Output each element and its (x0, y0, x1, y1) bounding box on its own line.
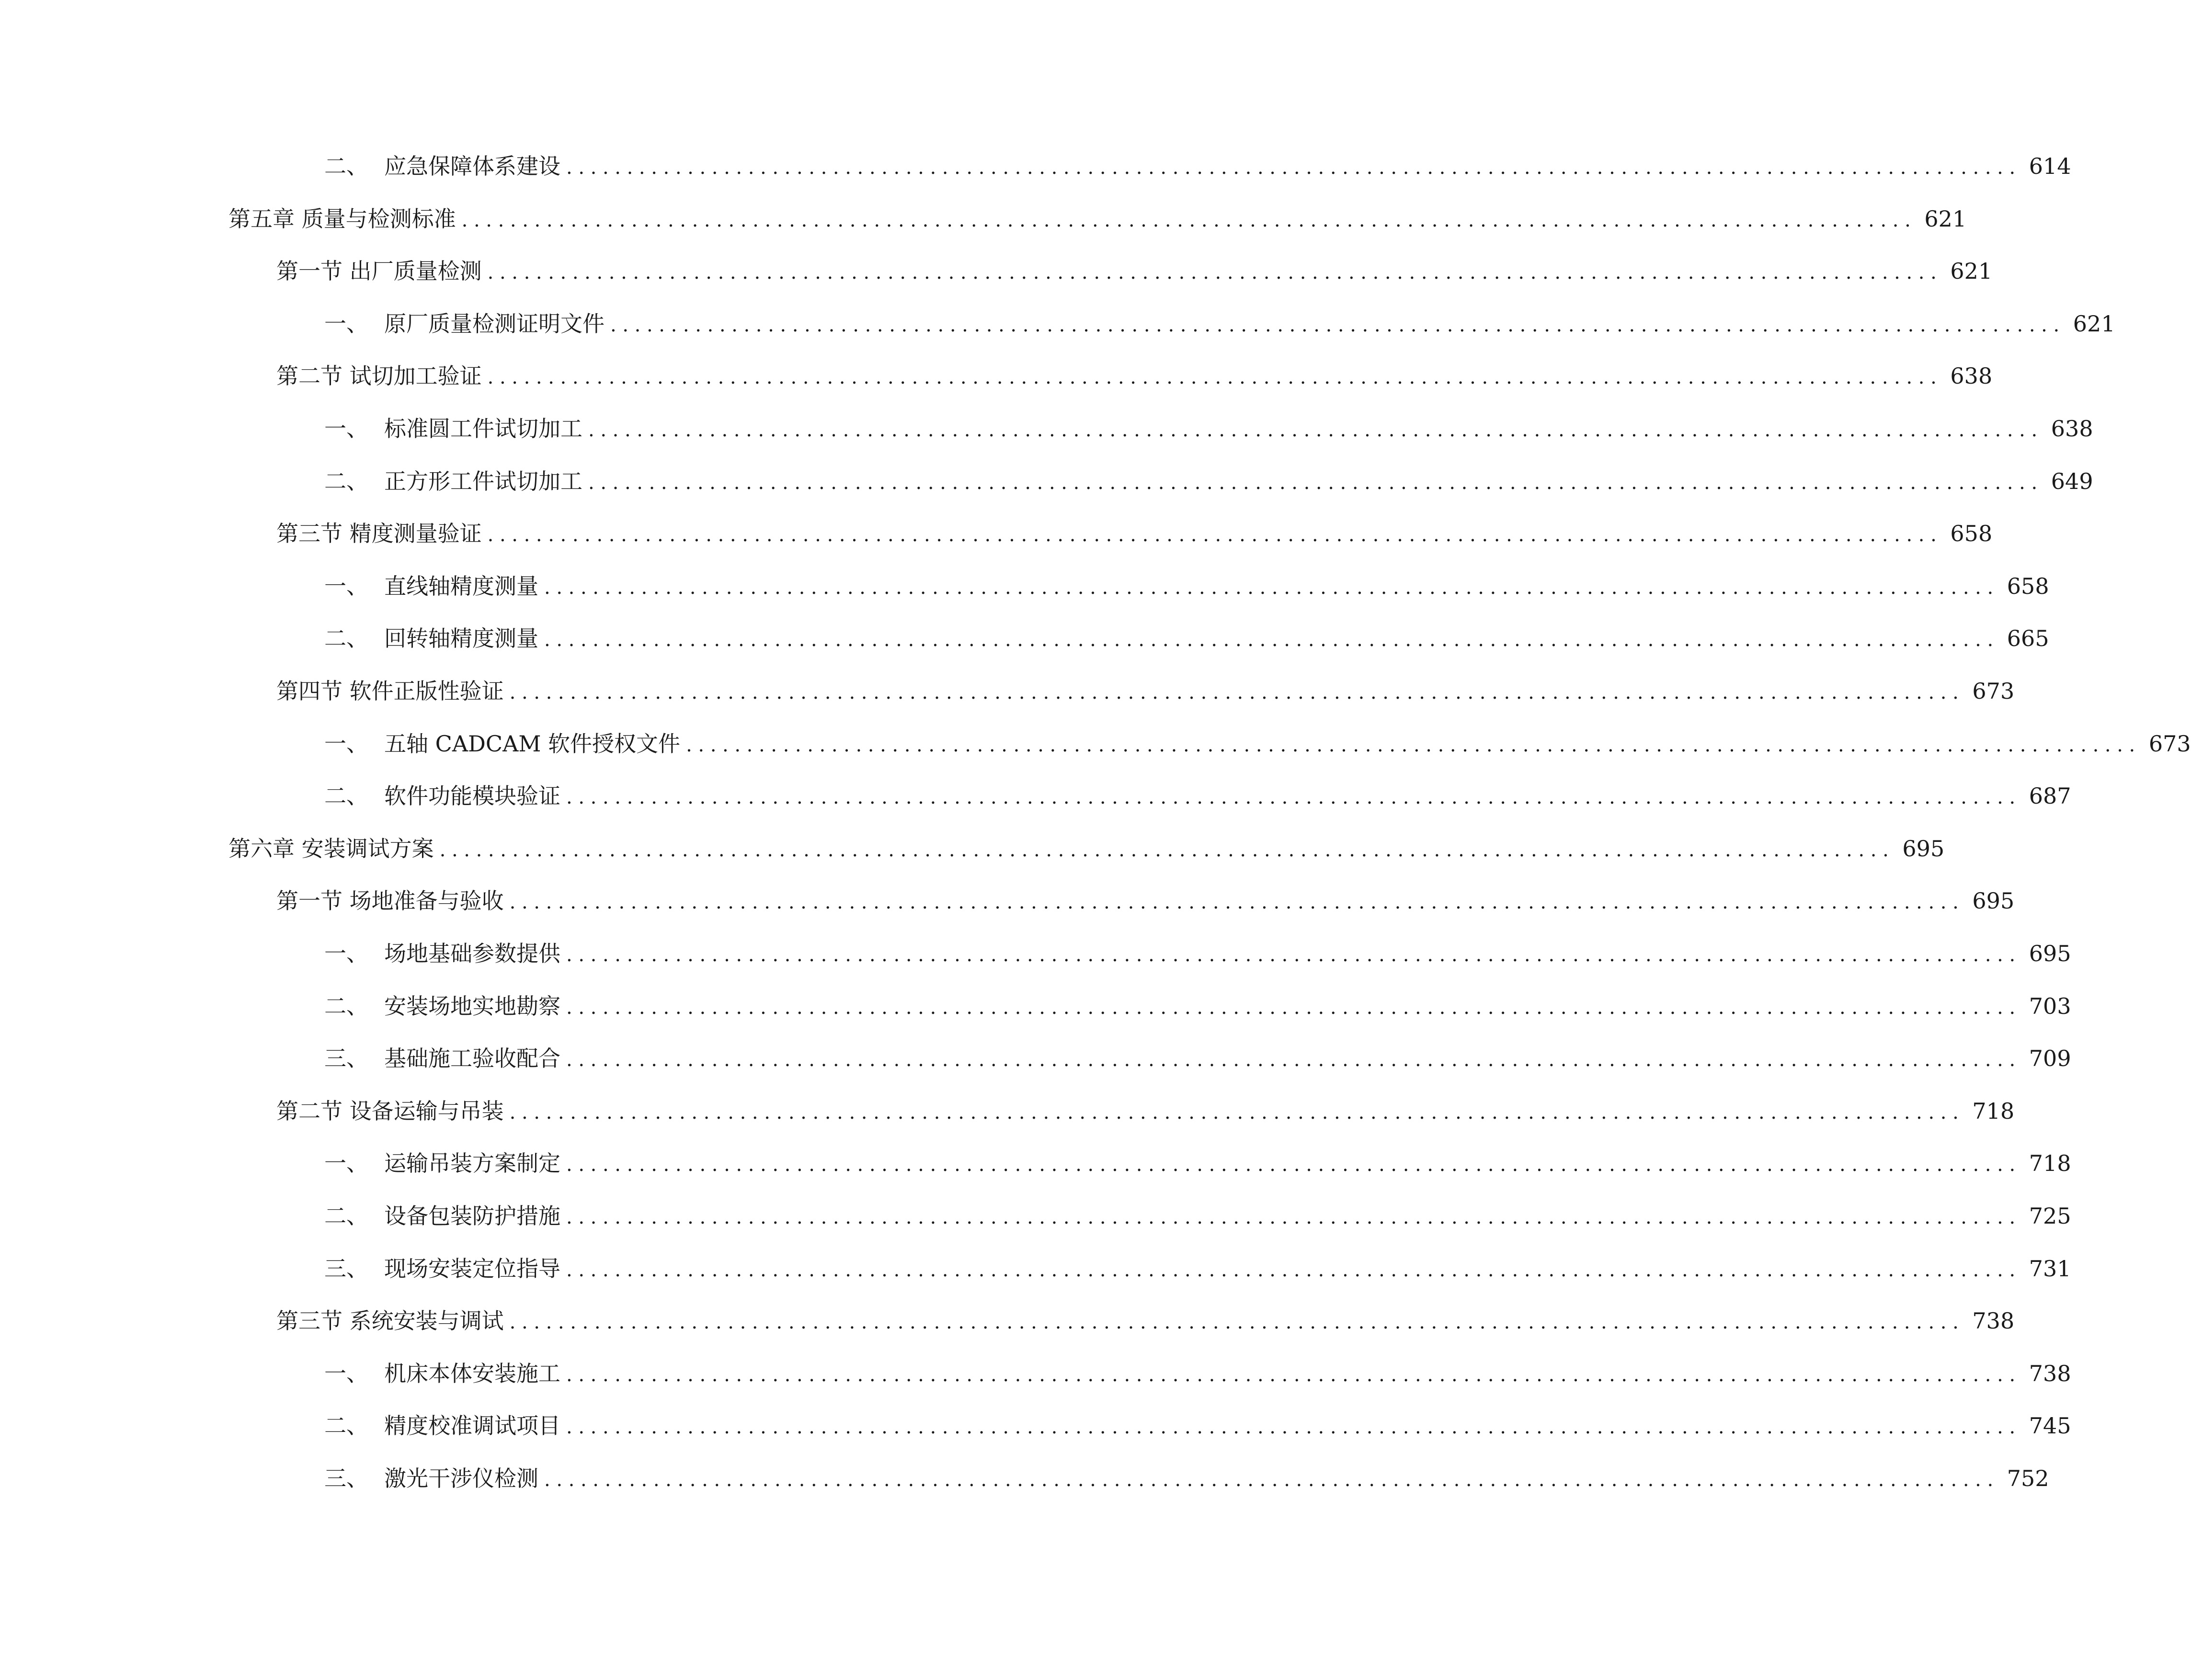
toc-leader-dots: ........................................................................................................................ (566, 944, 2021, 966)
toc-entry[interactable] (324, 1136, 2071, 1177)
toc-entry-title: 安装场地实地勘察 (384, 993, 560, 1019)
toc-leader-dots: ........................................................................................................................ (544, 576, 1999, 599)
toc-leader-dots: ........................................................................................................................ (588, 419, 2043, 441)
toc-leader-dots: ........................................................................................................................ (566, 1416, 2021, 1439)
toc-leader-dots: ........................................................................................................................ (487, 261, 1943, 284)
toc-entry-title: 基础施工验收配合 (384, 1045, 560, 1072)
toc-entry[interactable] (276, 1084, 2015, 1124)
toc-entry-title: 第一节 场地准备与验收 (276, 888, 504, 914)
toc-entry-title: 回转轴精度测量 (384, 625, 538, 652)
toc-entry-page-number: 718 (2029, 1150, 2071, 1177)
toc-leader-dots: ........................................................................................................................ (588, 471, 2043, 494)
toc-entry-number: 一、 (324, 730, 368, 757)
toc-entry[interactable] (324, 716, 2191, 757)
toc-entry[interactable] (324, 139, 2071, 179)
toc-entry[interactable] (324, 559, 2049, 599)
toc-entry-page-number: 621 (2073, 310, 2115, 337)
toc-entry[interactable] (276, 874, 2015, 914)
toc-entry-page-number: 638 (1950, 363, 1993, 389)
toc-entry-number: 一、 (324, 1360, 368, 1386)
toc-leader-dots: ........................................................................................................................ (566, 1363, 2021, 1386)
toc-entry-page-number: 658 (2007, 573, 2049, 599)
toc-entry-page-number: 703 (2029, 993, 2071, 1019)
toc-entry-page-number: 665 (2007, 625, 2049, 652)
toc-leader-dots: ........................................................................................................................ (566, 1049, 2021, 1071)
toc-entry-title: 精度校准调试项目 (384, 1413, 560, 1439)
toc-entry-number: 二、 (324, 783, 368, 809)
toc-leader-dots: ........................................................................................................................ (487, 524, 1943, 546)
toc-entry-page-number: 731 (2029, 1255, 2071, 1282)
toc-leader-dots: ........................................................................................................................ (439, 839, 1895, 861)
toc-entry-title: 运输吊装方案制定 (384, 1150, 560, 1177)
toc-leader-dots: ........................................................................................................................ (544, 629, 1999, 651)
toc-leader-dots: ........................................................................................................................ (509, 681, 1965, 704)
toc-leader-dots: ........................................................................................................................ (544, 1469, 1999, 1491)
toc-entry-page-number: 649 (2051, 468, 2093, 494)
toc-entry-page-number: 614 (2029, 153, 2071, 179)
toc-entry-title: 现场安装定位指导 (384, 1255, 560, 1282)
toc-entry-title: 直线轴精度测量 (384, 573, 538, 599)
toc-entry-page-number: 658 (1950, 521, 1993, 547)
toc-entry-title: 第三节 系统安装与调试 (276, 1308, 504, 1334)
toc-entry-number: 二、 (324, 468, 368, 494)
toc-entry-number: 二、 (324, 1413, 368, 1439)
toc-entry-title: 第二节 设备运输与吊装 (276, 1098, 504, 1124)
toc-entry-title: 第五章 质量与检测标准 (228, 205, 456, 232)
toc-entry[interactable] (324, 1241, 2071, 1282)
toc-entry-title: 机床本体安装施工 (384, 1360, 560, 1386)
toc-entry[interactable] (324, 1451, 2049, 1491)
toc-entry-page-number: 621 (1924, 205, 1967, 232)
toc-entry-page-number: 695 (1902, 835, 1945, 862)
toc-entry-number: 一、 (324, 573, 368, 599)
toc-entry[interactable] (324, 401, 2093, 442)
toc-leader-dots: ........................................................................................................................ (566, 1206, 2021, 1228)
toc-entry-number: 一、 (324, 1150, 368, 1177)
toc-entry[interactable] (324, 1346, 2071, 1386)
toc-leader-dots: ........................................................................................................................ (509, 1101, 1965, 1124)
toc-entry-title: 正方形工件试切加工 (384, 468, 582, 494)
toc-entry[interactable] (324, 926, 2071, 966)
toc-entry[interactable] (324, 1031, 2071, 1072)
toc-entry-page-number: 695 (2029, 941, 2071, 966)
toc-entry[interactable] (324, 769, 2071, 809)
toc-leader-dots: ........................................................................................................................ (566, 1154, 2021, 1176)
toc-leader-dots: ........................................................................................................................ (566, 786, 2021, 809)
toc-entry[interactable] (276, 244, 1993, 284)
toc-entry[interactable] (276, 349, 1993, 389)
toc-entry-page-number: 738 (2029, 1360, 2071, 1386)
toc-entry-title: 五轴 CADCAM 软件授权文件 (384, 730, 681, 757)
toc-entry-page-number: 673 (1972, 678, 2015, 704)
toc-entry-page-number: 738 (1972, 1308, 2015, 1334)
toc-entry-title: 应急保障体系建设 (384, 153, 560, 179)
toc-entry[interactable] (276, 664, 2015, 704)
toc-entry-title: 设备包装防护措施 (384, 1203, 560, 1229)
toc-entry-page-number: 752 (2007, 1465, 2049, 1491)
toc-entry[interactable] (276, 1294, 2015, 1334)
toc-leader-dots: ........................................................................................................................ (509, 891, 1965, 914)
toc-entry-title: 激光干涉仪检测 (384, 1465, 538, 1491)
toc-entry-number: 三、 (324, 1045, 368, 1072)
toc-entry-page-number: 687 (2029, 783, 2071, 809)
toc-entry-number: 三、 (324, 1255, 368, 1282)
toc-leader-dots: ........................................................................................................................ (610, 314, 2065, 336)
toc-entry-number: 二、 (324, 1203, 368, 1229)
toc-entry-page-number: 673 (2148, 730, 2191, 757)
toc-entry-title: 第一节 出厂质量检测 (276, 258, 482, 284)
toc-leader-dots: ........................................................................................................................ (566, 157, 2021, 179)
toc-entry-page-number: 638 (2051, 416, 2093, 442)
toc-entry-page-number: 695 (1972, 888, 2015, 914)
toc-leader-dots: ........................................................................................................................ (566, 1259, 2021, 1281)
toc-entry-page-number: 718 (1972, 1098, 2015, 1124)
toc-entry-number: 二、 (324, 625, 368, 652)
toc-leader-dots: ........................................................................................................................ (461, 209, 1917, 231)
toc-entry-number: 二、 (324, 153, 368, 179)
toc-leader-dots: ........................................................................................................................ (487, 366, 1943, 389)
toc-entry[interactable] (324, 1398, 2071, 1439)
toc-entry-title: 场地基础参数提供 (384, 941, 560, 966)
toc-entry-title: 第三节 精度测量验证 (276, 521, 482, 547)
toc-entry-title: 原厂质量检测证明文件 (384, 310, 605, 337)
toc-entry[interactable] (228, 821, 1945, 862)
toc-entry[interactable] (324, 1189, 2071, 1229)
toc-leader-dots: ........................................................................................................................ (566, 996, 2021, 1019)
toc-entry-page-number: 745 (2029, 1413, 2071, 1439)
toc-entry[interactable] (324, 611, 2049, 652)
toc-entry[interactable] (324, 454, 2093, 494)
toc-entry-title: 第六章 安装调试方案 (228, 835, 434, 862)
toc-entry-title: 标准圆工件试切加工 (384, 416, 582, 442)
toc-entry-page-number: 725 (2029, 1203, 2071, 1229)
toc-entry[interactable] (276, 506, 1993, 547)
toc-entry[interactable] (324, 979, 2071, 1019)
toc-entry-page-number: 621 (1950, 258, 1993, 284)
toc-entry[interactable] (324, 296, 2115, 337)
toc-entry-number: 三、 (324, 1465, 368, 1491)
toc-entry-number: 一、 (324, 941, 368, 966)
toc-entry-title: 第二节 试切加工验证 (276, 363, 482, 389)
toc-leader-dots: ........................................................................................................................ (509, 1311, 1965, 1334)
toc-entry[interactable] (228, 192, 1967, 232)
toc-leader-dots: ........................................................................................................................ (686, 734, 2141, 756)
toc-entry-number: 一、 (324, 416, 368, 442)
toc-entry-title: 第四节 软件正版性验证 (276, 678, 504, 704)
toc-entry-number: 二、 (324, 993, 368, 1019)
toc-entry-number: 一、 (324, 310, 368, 337)
toc-entry-title: 软件功能模块验证 (384, 783, 560, 809)
toc-entry-page-number: 709 (2029, 1045, 2071, 1072)
